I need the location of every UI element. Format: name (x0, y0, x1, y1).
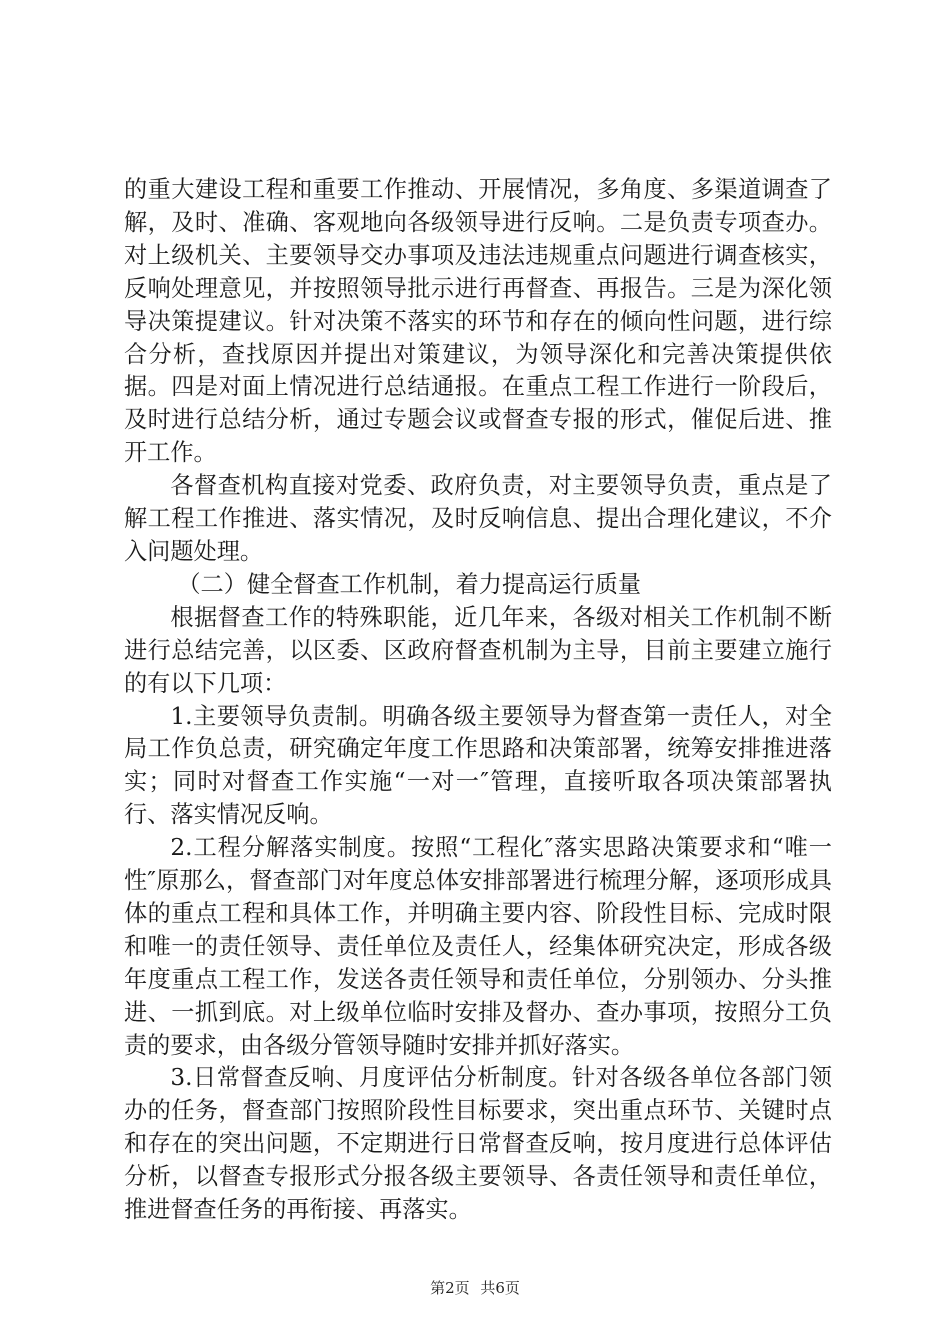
paragraph-mechanisms-intro: 根据督查工作的特殊职能，近几年来，各级对相关工作机制不断进行总结完善，以区委、区政府督查机制为主导，目前主要建立施行的有以下几项： (124, 603, 832, 697)
paragraph-continuation: 的重大建设工程和重要工作推动、开展情况，多角度、多渠道调查了解，及时、准确、客观地向各级领导进行反响。二是负责专项查办。对上级机关、主要领导交办事项及违法违规重点问题进行调查核实，反响处理意见，并按照领导批示进行再督查、再报告。三是为深化领导决策提建议。针对决策不落实的环节和存在的倾向性问题，进行综合分析，查找原因并提出对策建议，为领导深化和完善决策提供依据。四是对面上情况进行总结通报。在重点工程工作进行一阶段后，及时进行总结分析，通过专题会议或督查专报的形式，催促后进、推开工作。 (124, 176, 832, 467)
page-footer (0, 1278, 950, 1298)
section-heading: （二）健全督查工作机制，着力提高运行质量 (177, 570, 642, 598)
document-body (124, 174, 832, 1227)
page-total: 共6页 (480, 1279, 520, 1297)
paragraph-oversight-bodies: 各督查机构直接对党委、政府负责，对主要领导负责，重点是了解工程工作推进、落实情况，及时反响信息、提出合理化建议，不介入问题处理。 (124, 472, 832, 565)
list-item-1: 1.主要领导负责制。明确各级主要领导为督查第一责任人，对全局工作负总责，研究确定年度工作思路和决策部署，统筹安排推进落实；同时对督查工作实施“一对一″管理，直接听取各项决策部署执行、落实情况反响。 (124, 702, 832, 829)
page-number: 第2页 (430, 1279, 470, 1297)
list-item-3: 3.日常督查反响、月度评估分析制度。针对各级各单位各部门领办的任务，督查部门按照阶段性目标要求，突出重点环节、关键时点和存在的突出问题，不定期进行日常督查反响，按月度进行总体评估分析，以督查专报形式分报各级主要领导、各责任领导和责任单位，推进督查任务的再衔接、再落实。 (124, 1064, 832, 1224)
list-item-2: 2.工程分解落实制度。按照“工程化″落实思路决策要求和“唯一性″原那么，督查部门对年度总体安排部署进行梳理分解，逐项形成具体的重点工程和具体工作，并明确主要内容、阶段性目标、完成时限和唯一的责任领导、责任单位及责任人，经集体研究决定，形成各级年度重点工程工作，发送各责任领导和责任单位，分别领办、分头推进、一抓到底。对上级单位临时安排及督办、查办事项，按照分工负责的要求，由各级分管领导随时安排并抓好落实。 (124, 834, 832, 1059)
